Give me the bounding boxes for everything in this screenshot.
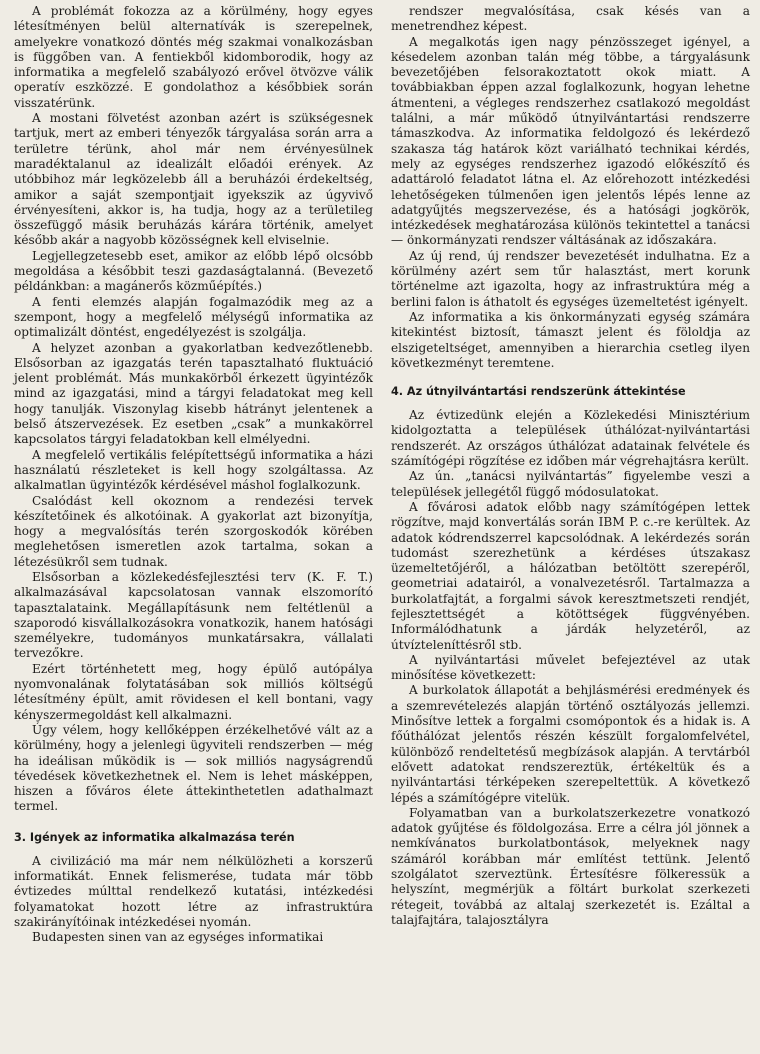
paragraph: Csalódást kell okoznom a rendezési tervek készítetőinek és alkotóinak. A gyakorlat azt bizonyítja, hogy a megvalósítás terén szorgoskodók körében meglehetősen ismeretlen azok tartalma, sokan a létezésükről sem tudnak. bbox=[14, 493, 373, 569]
paragraph: Elsősorban a közlekedésfejlesztési terv (K. F. T.) alkalmazásával kapcsolatosan vannak elszomorító tapasztalataink. Megállapításunk nem feltétlenül a szaporodó kisvállalkozásokra vonatkozik, hanem hatósági személyekre, tudományos munkatársakra, vállalati tervezőkre. bbox=[14, 569, 373, 661]
left-column bbox=[14, 4, 373, 1054]
section-heading-4: 4. Az útnyilvántartási rendszerünk áttekintése bbox=[391, 385, 686, 399]
paragraph: Az ún. „tanácsi nyilvántartás” figyelembe veszi a települések jellegétől függő módosulatokat. bbox=[391, 469, 750, 499]
paragraph: Folyamatban van a burkolatszerkezetre vonatkozó adatok gyűjtése és földolgozása. Erre a célra jól jönnek a nemkívánatos burkolatbontások, melyeknek nagy számáról korábban már említést tettünk. Jelentő szolgálatot szerveztünk. Értesítésre fölkeressük a helyszínt, megmérjük a föltárt burkolat szerkezeti rétegeit, továbbá az altalaj szerkezetét is. Ezáltal a talajfajtára, talajosztályra bbox=[391, 805, 750, 927]
paragraph: Ezért történhetett meg, hogy épülő autópálya nyomvonalának folytatásában sok milliós költségű létesítmény épült, amit rövidesen el kell bontani, vagy kényszermegoldást kell alkalmazni. bbox=[14, 661, 373, 722]
paragraph: A fővárosi adatok előbb nagy számítógépen lettek rögzítve, majd konvertálás során IBM P. c.-re kerültek. Az adatok kódrendszerrel kapcsolódnak. A lekérdezés során tudomást szerezhetünk a kérdéses útszakasz üzemeltetőjéről, a hálózatban betöltött szerepéről, geometriai adatairól, a vonalvezetésről. Tartalmazza a burkolatfajtát, a forgalmi sávok keresztmetszeti rendjét, fejlesztettségét a kötöttségek függvényében. Informálódhatunk a járdák helyzetéről, az útvízteleníttésről stb. bbox=[391, 499, 750, 652]
section-heading-3: 3. Igények az informatika alkalmazása terén bbox=[14, 830, 295, 844]
paragraph: Az új rend, új rendszer bevezetését indulhatna. Ez a körülmény azért sem tűr halasztást, mert korunk történelme azt igazolta, hogy az infrastruktúra még a berlini falon is áthatolt és egységes üzemeltetést igényelt. bbox=[391, 248, 750, 309]
paragraph: rendszer megvalósítása, csak késés van a menetrendhez képest. bbox=[391, 4, 750, 34]
paragraph: A helyzet azonban a gyakorlatban kedvezőtlenebb. Elsősorban az igazgatás terén tapasztalható fluktuáció jelent problémát. Más munkakörből érkezett ügyintézők mind az igazgatási, mind a tárgyi feladatokat meg kell hogy tanulják. Viszonylag kisebb hátrányt jelentenek a belső átszervezések. Ez esetben „csak” a munkakörrel kapcsolatos tárgyi feladatokban kell elmélyedni. bbox=[14, 340, 373, 447]
paragraph: Budapesten sinen van az egységes informatikai bbox=[32, 930, 324, 945]
paragraph: A mostani fölvetést azonban azért is szükségesnek tartjuk, mert az emberi tényezők tárgyalása során arra a területre térünk, ahol már nem érvényesülnek maradéktalanul az idealizált előadói erények. Az utóbbihoz már legközelebb áll a beruházói érdekeltség, amikor a saját szempontjait igyekszik az úgyvivő érvényesíteni, akkor is, ha tudja, hogy az a területileg összefüggő másik beruházás kárára történik, amelyet később akár a nagyobb közösségnek kell elviselnie. bbox=[14, 111, 373, 248]
paragraph: A fenti elemzés alapján fogalmazódik meg az a szempont, hogy a megfelelő mélységű informatika az optimalizált döntést, engedélyezést is szolgálja. bbox=[14, 294, 373, 340]
paragraph: A burkolatok állapotát a behjlásmérési eredmények és a szemrevételezés alapján történő osztályozás jellemzi. Minősítve lettek a forgalmi csomópontok és a hidak is. A főúthálózat jelentős részén készült forgalomfelvétel, különböző rendeltetésű megbízások alapján. A tervtárból elővett adatokat rendszereztük, értékeltük és a nyilvántartási térképeken szerepeltettük. A következő lépés a számítógépre vitelük. bbox=[391, 683, 750, 805]
paragraph: Úgy vélem, hogy kellőképpen érzékelhetővé vált az a körülmény, hogy a jelenlegi ügyviteli rendszerben — még ha ideálisan működik is — sok milliós nagyságrendű tévedések következhetnek el. Nem is lehet másképpen, hiszen a főváros élete áttekinthetetlen adathalmazt termel. bbox=[14, 722, 373, 814]
right-column bbox=[391, 4, 750, 1054]
paragraph: A problémát fokozza az a körülmény, hogy egyes létesítményen belül alternatívák is szerepelnek, amelyekre vonatkozó döntés még szakmai vonalkozásban is függőben van. A fentiekből kidomborodik, hogy az informatika a megfelelő szabályozó erővel ötvözve válik operatív eszközzé. E gondolathoz a későbbiek során visszatérünk. bbox=[14, 4, 373, 110]
paragraph: Az évtizedünk elején a Közlekedési Minisztérium kidolgoztatta a települések úthálózat-nyilvántartási rendszerét. Az országos úthálózat adatainak felvétele és számítógépi rögzítése ez időben már végrehajtásra került. bbox=[391, 408, 750, 469]
paragraph: Az informatika a kis önkormányzati egység számára kitekintést biztosít, támaszt jelent és föloldja az elszigeteltséget, amennyiben a hierarchia csetleg ilyen következményt teremtene. bbox=[391, 309, 750, 370]
paragraph: Legjellegzetesebb eset, amikor az előbb lépő olcsóbb megoldása a későbbit teszi gazdaságtalanná. (Bevezető példánkban: a magánerős közműépítés.) bbox=[14, 248, 373, 294]
paragraph: A civilizáció ma már nem nélkülözheti a korszerű informatikát. Ennek felismerése, tudata már több évtizedes múlttal rendelkező kutatási, intézkedési folyamatokat hozott létre az infrastruktúra szakirányítóinak intézkedései nyomán. bbox=[14, 853, 373, 929]
paragraph: A nyilvántartási művelet befejeztével az utak minősítése következett: bbox=[391, 652, 750, 683]
paragraph: A megfelelő vertikális felépítettségű informatika a házi használatú részleteket is kell hogy szolgáltassa. Az alkalmatlan ügyintézők kérdésével máshol foglalkozunk. bbox=[14, 447, 373, 493]
paragraph: A megalkotás igen nagy pénzösszeget igényel, a késedelem azonban talán még többe, a tárgyalásunk bevezetőjében felsorakoztatott okok miatt. A továbbiakban éppen azzal foglalkozunk, hogyan lehetne átmenteni, a végleges rendszerhez csatlakozó megoldást találni, a már működő útnyilvántartási rendszerre támaszkodva. Az informatika feldolgozó és lekérdező szakasza tág határok közt variálható technikai kérdés, mely az egységes rendszerhez igazodó előkészítő és adattároló feladatot látna el. Az előrehozott intézkedési lehetőségeken túlmenően igen jelentős lépés lenne az adatgyűjtés megszervezése, és a hatósági jogkörök, intézkedések meghatározása különös tekintettel a tanácsi — önkormányzati rendszer váltásának az időszakára. bbox=[391, 34, 750, 248]
